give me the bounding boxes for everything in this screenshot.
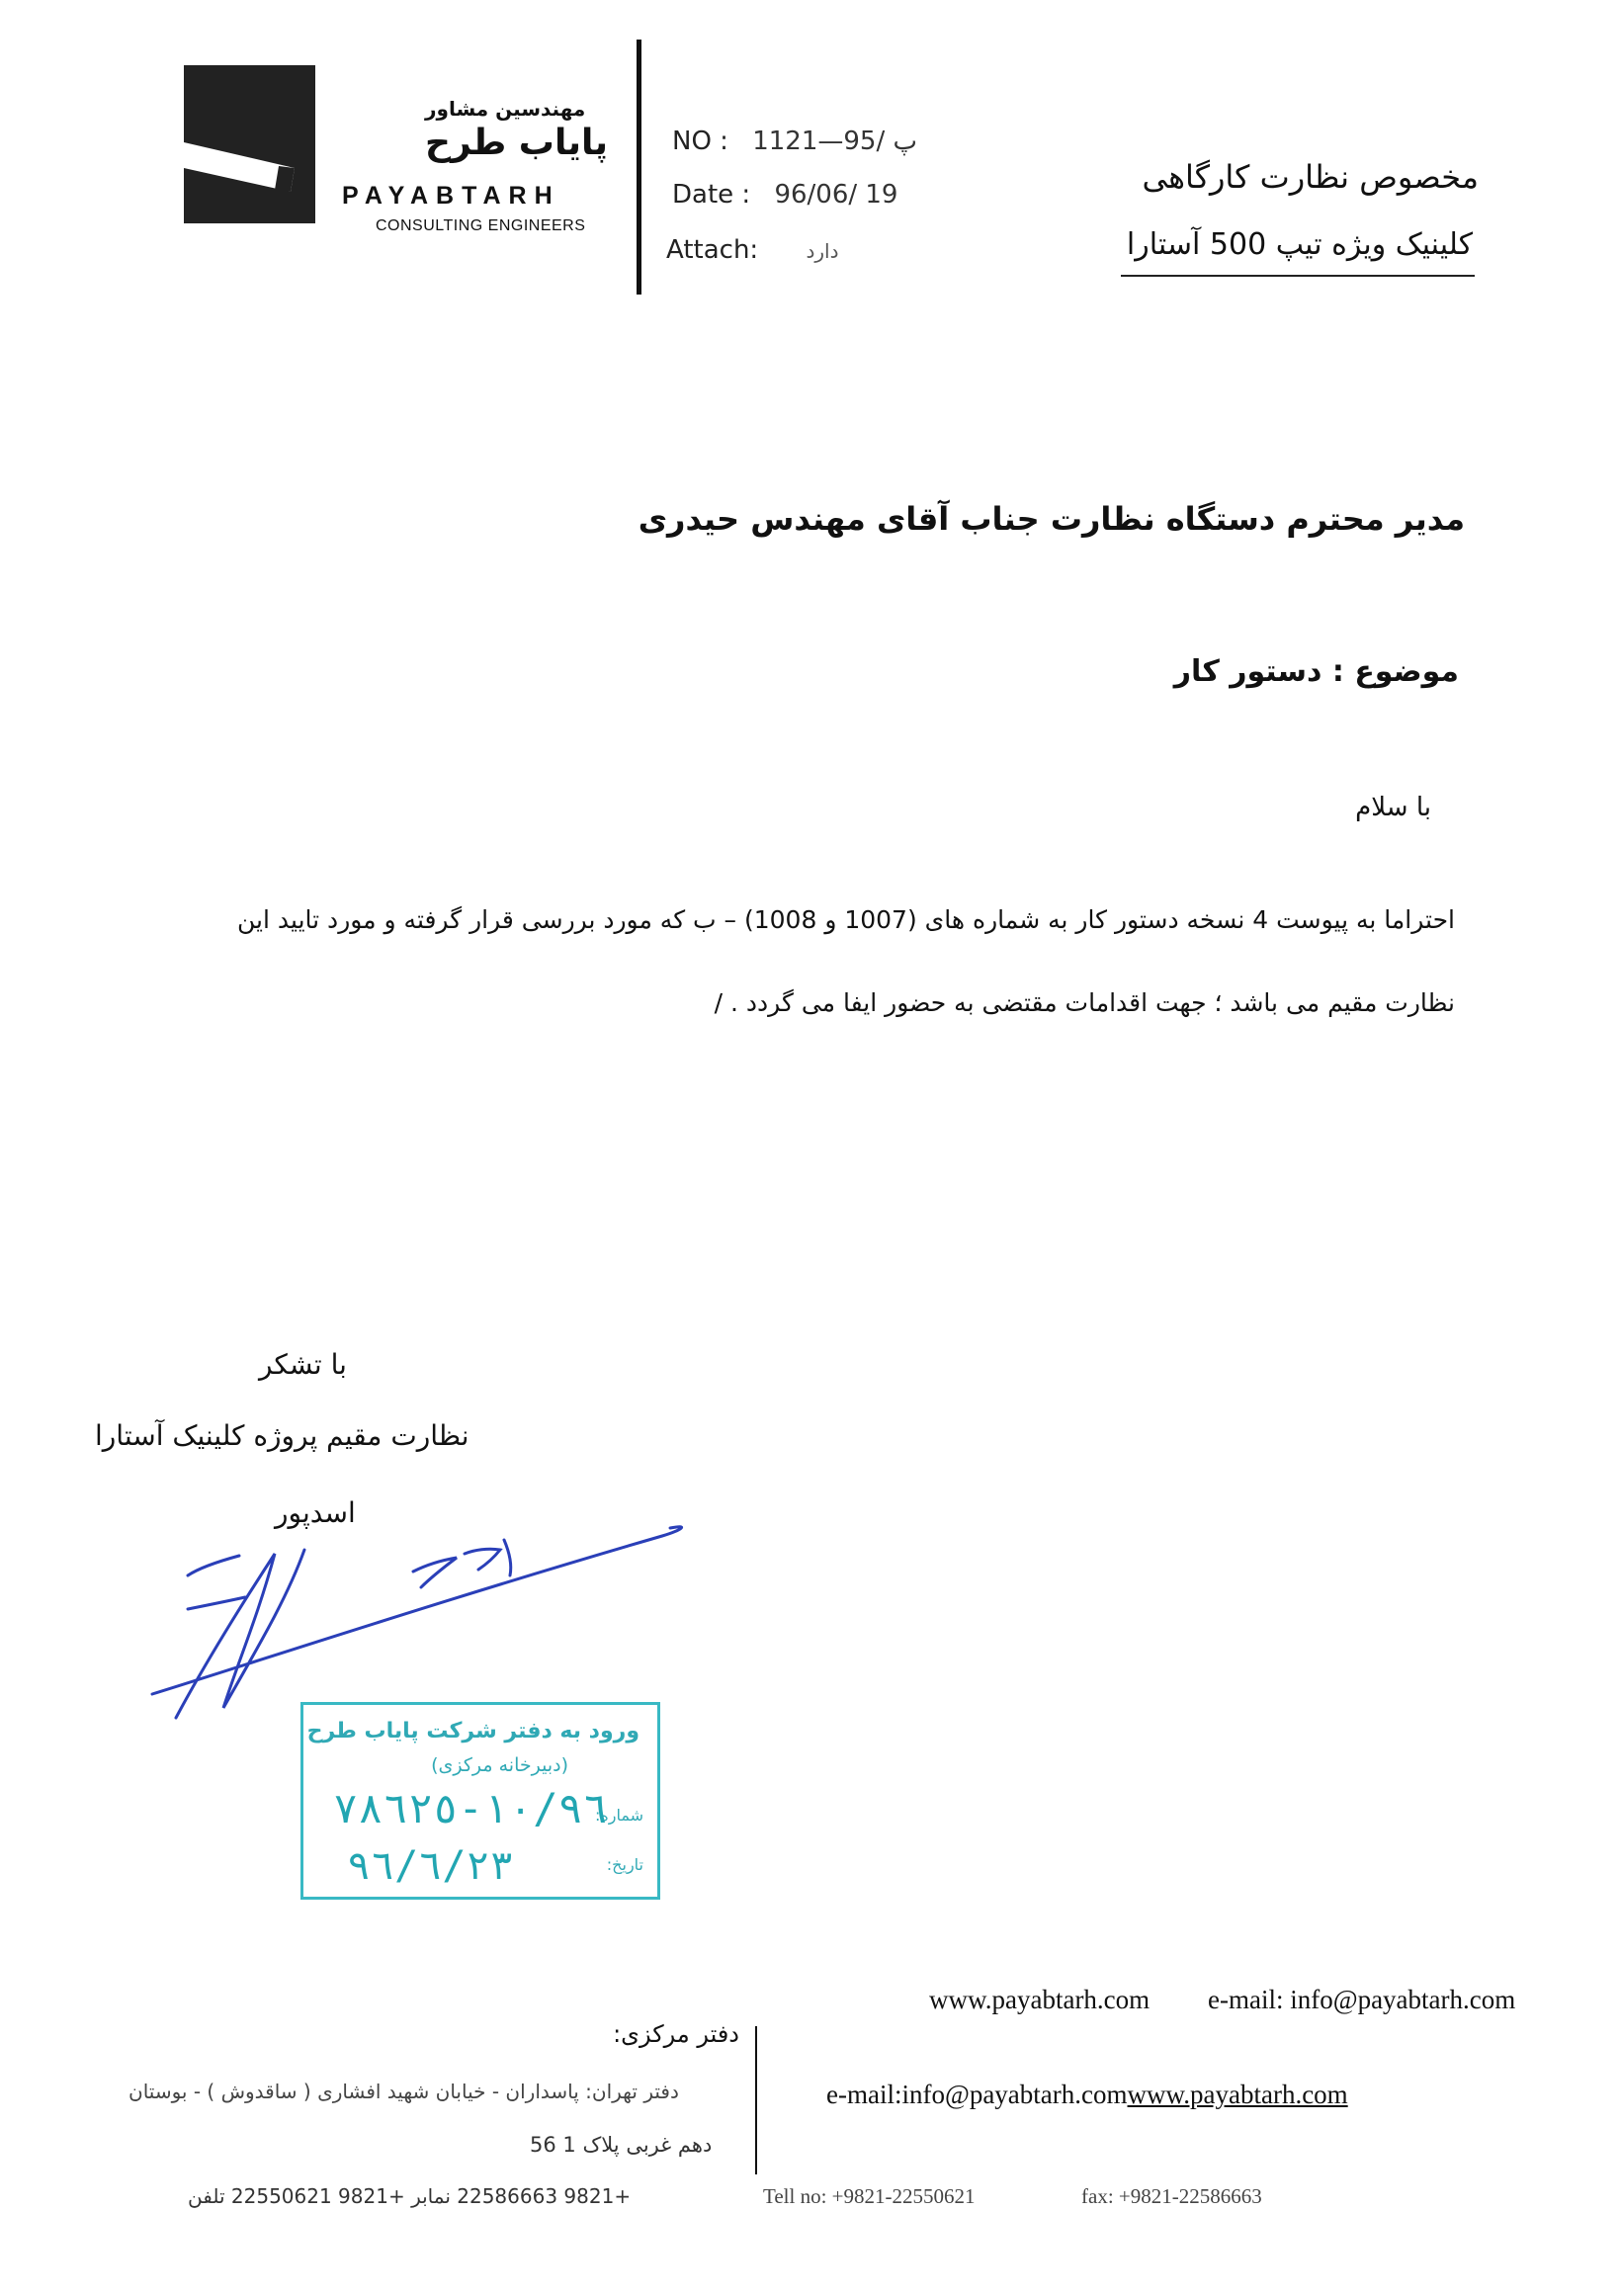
- footer-email-bottom-text: e-mail:info@payabtarh.com: [826, 2080, 1128, 2109]
- footer-email-bottom: [826, 2080, 1348, 2110]
- footer-phones: +9821 22586663 نمابر +9821 22550621 تلفن: [188, 2184, 632, 2208]
- payabtarh-logo-mark: [184, 65, 315, 223]
- footer-email-top: e-mail: info@payabtarh.com: [1208, 1985, 1516, 2014]
- footer-hq-label: دفتر مرکزی:: [613, 2020, 739, 2048]
- stamp-title: ورود به دفتر شرکت پایاب طرح: [306, 1719, 639, 1743]
- letter-attachment: [666, 235, 838, 265]
- signer-organization: نظارت مقیم پروژه کلینیک آستارا: [95, 1419, 469, 1452]
- footer-tehran-address: دفتر تهران: پاسداران - خیابان شهید افشاری ( ساقدوش ) - بوستان: [128, 2080, 679, 2103]
- letter-date: [672, 180, 897, 210]
- letter-number: [672, 127, 917, 156]
- stamp-number-label: شماره:: [594, 1806, 643, 1825]
- stamp-subtitle: (دبیرخانه مرکزی): [431, 1754, 568, 1776]
- logo-persian-name: پایاب طرح: [425, 123, 609, 163]
- closing-thanks: با تشکر: [259, 1348, 347, 1381]
- footer-website-top: www.payabtarh.com: [929, 1985, 1150, 2014]
- footer-website-bottom: www.payabtarh.com: [1127, 2080, 1348, 2109]
- greeting: با سلام: [1355, 793, 1431, 822]
- footer-divider: [755, 2026, 757, 2174]
- body-paragraph-line-1: احتراما به پیوست 4 نسخه دستور کار به شماره های (1007 و 1008) – ب که مورد بررسی قرار گرفته و مورد تایید این: [237, 905, 1455, 934]
- footer-phone: Tell no: +9821-22550621: [763, 2184, 976, 2208]
- footer-block-number: دهم غربی پلاک 1 56: [530, 2133, 713, 2157]
- subject-line: موضوع : دستور کار: [1173, 654, 1459, 689]
- stamp-number-value: ١٠/٩٦-٧٨٦٢٥: [333, 1784, 609, 1832]
- stamp-date-value: ٩٦/٦/٢٣: [347, 1843, 514, 1889]
- letter-attachment-value: دارد: [806, 239, 839, 263]
- footer-fax: fax: +9821-22586663: [1081, 2184, 1262, 2208]
- receipt-stamp: [300, 1702, 660, 1900]
- letter-date-label: Date :: [672, 180, 751, 210]
- letter-number-label: NO :: [672, 127, 728, 156]
- body-paragraph-line-2: نظارت مقیم می باشد ؛ جهت اقدامات مقتضی به حضور ایفا می گردد . /: [714, 988, 1455, 1017]
- project-note: کلینیک ویژه تیپ 500 آستارا: [1126, 227, 1473, 262]
- letter-number-value: پ /95—1121: [752, 127, 917, 156]
- header-divider: [637, 40, 641, 295]
- recipient-line: مدیر محترم دستگاه نظارت جناب آقای مهندس حیدری: [638, 500, 1465, 538]
- letter-attachment-label: Attach:: [666, 235, 759, 265]
- project-underline: [1121, 275, 1475, 277]
- signer-name: اسدپور: [275, 1496, 356, 1529]
- letter-date-value: 96/06/ 19: [774, 180, 898, 210]
- stamp-date-label: تاریخ:: [606, 1855, 643, 1874]
- logo-english-subtitle: CONSULTING ENGINEERS: [376, 217, 586, 234]
- logo-persian-subtitle: مهندسین مشاور: [425, 97, 586, 121]
- logo-english-name: PAYABTARH: [342, 182, 560, 210]
- special-note: مخصوص نظارت کارگاهی: [1142, 158, 1479, 196]
